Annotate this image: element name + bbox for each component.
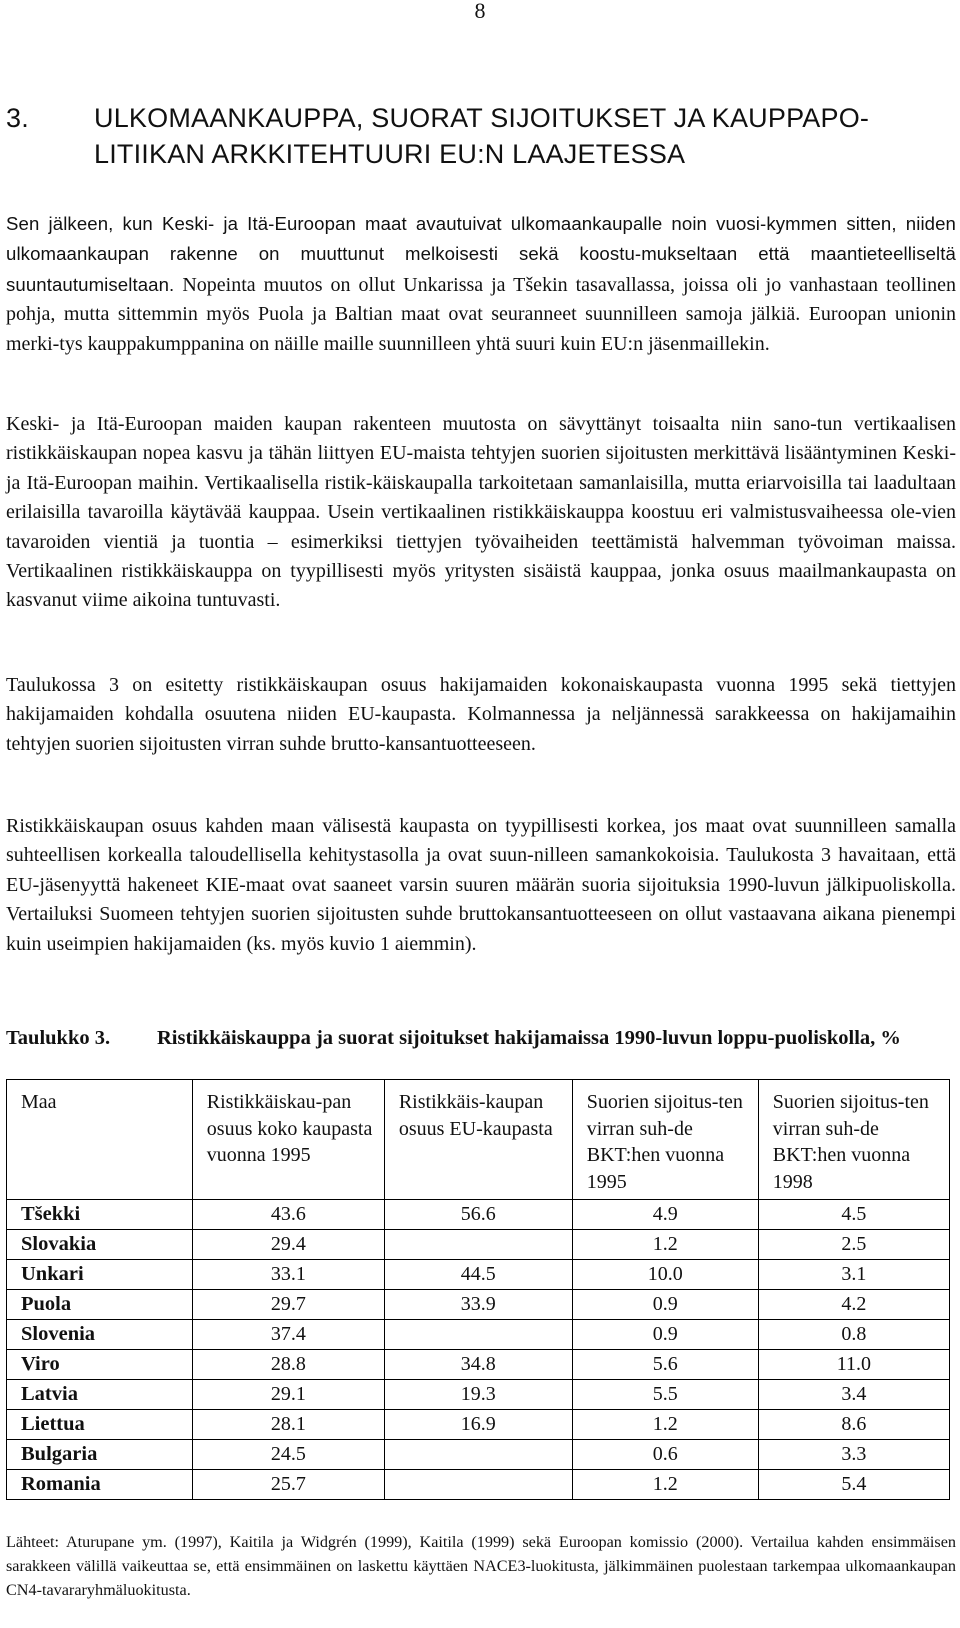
table-row <box>7 1230 950 1260</box>
header-eu-share: Ristikkäis-kaupan osuus EU-kaupasta <box>384 1080 572 1200</box>
paragraph-1-part-1: Sen jälkeen, kun Keski- ja Itä-Euroopan maat avautuivat ulkomaankaupalle noin vuosi-kymmen sitten, niiden ulkomaankaupan rakenne on muuttunut melkoisesti sekä koostu-mukseltaan että maantieteelliseltä suuntautumiseltaan. <box>6 213 956 295</box>
total-share-cell: 29.4 <box>192 1230 384 1260</box>
eu-share-cell <box>384 1470 572 1500</box>
country-cell: Tšekki <box>7 1200 193 1230</box>
header-maa: Maa <box>7 1080 193 1200</box>
fdi-1998-cell: 11.0 <box>758 1350 949 1380</box>
table-caption-text: Ristikkäiskauppa ja suorat sijoitukset hakijamaissa 1990-luvun loppu-puoliskolla, % <box>157 1027 901 1049</box>
total-share-cell: 29.7 <box>192 1290 384 1320</box>
country-cell: Slovakia <box>7 1230 193 1260</box>
eu-share-cell <box>384 1320 572 1350</box>
table-header-row <box>7 1080 950 1200</box>
fdi-1995-cell: 4.9 <box>572 1200 758 1230</box>
eu-share-cell <box>384 1230 572 1260</box>
fdi-1995-cell: 1.2 <box>572 1230 758 1260</box>
table-row <box>7 1380 950 1410</box>
fdi-1998-cell: 3.1 <box>758 1260 949 1290</box>
paragraph-1-part-2: Nopeinta muutos on ollut Unkarissa ja Tšekin tasavallassa, joissa oli jo vanhastaan teollinen pohja, mutta sittemmin myös Puola ja Baltian maat ovat seuranneet suunnilleen samoja jälkiä. Euroopan unionin merki-tys kauppakumppanina on näille maille suunnilleen yhtä suuri kuin EU:n jäsenmaillekin. <box>6 273 957 355</box>
fdi-1995-cell: 5.5 <box>572 1380 758 1410</box>
eu-share-cell: 34.8 <box>384 1350 572 1380</box>
eu-share-cell: 19.3 <box>384 1380 572 1410</box>
header-fdi-1998: Suorien sijoitus-ten virran suh-de BKT:hen vuonna 1998 <box>758 1080 949 1200</box>
table-row <box>7 1290 950 1320</box>
country-cell: Liettua <box>7 1410 193 1440</box>
header-fdi-1995: Suorien sijoitus-ten virran suh-de BKT:hen vuonna 1995 <box>572 1080 758 1200</box>
table-row <box>7 1320 950 1350</box>
fdi-1995-cell: 10.0 <box>572 1260 758 1290</box>
fdi-1998-cell: 4.5 <box>758 1200 949 1230</box>
table-row <box>7 1350 950 1380</box>
section-heading <box>6 100 946 172</box>
country-cell: Viro <box>7 1350 193 1380</box>
fdi-1995-cell: 0.9 <box>572 1320 758 1350</box>
total-share-cell: 43.6 <box>192 1200 384 1230</box>
eu-share-cell: 33.9 <box>384 1290 572 1320</box>
total-share-cell: 28.1 <box>192 1410 384 1440</box>
eu-share-cell <box>384 1440 572 1470</box>
fdi-1998-cell: 3.4 <box>758 1380 949 1410</box>
country-cell: Latvia <box>7 1380 193 1410</box>
table-row <box>7 1470 950 1500</box>
eu-share-cell: 56.6 <box>384 1200 572 1230</box>
fdi-1998-cell: 8.6 <box>758 1410 949 1440</box>
total-share-cell: 29.1 <box>192 1380 384 1410</box>
total-share-cell: 33.1 <box>192 1260 384 1290</box>
fdi-1995-cell: 0.9 <box>572 1290 758 1320</box>
eu-share-cell: 16.9 <box>384 1410 572 1440</box>
table-row <box>7 1440 950 1470</box>
fdi-1998-cell: 4.2 <box>758 1290 949 1320</box>
fdi-1995-cell: 0.6 <box>572 1440 758 1470</box>
paragraph-1 <box>6 209 956 359</box>
table-row <box>7 1410 950 1440</box>
fdi-1995-cell: 5.6 <box>572 1350 758 1380</box>
paragraph-2: Keski- ja Itä-Euroopan maiden kaupan rakenteen muutosta on sävyttänyt toisaalta niin sano-tun vertikaalisen ristikkäiskaupan nopea kasvu ja tähän liittyen EU-maista tehtyjen suorien sijoitusten merkittävä lisääntyminen Keski- ja Itä-Euroopan maihin. Vertikaalisella ristik-käiskaupalla tarkoitetaan samanlaisilla, mutta eriarvoisilla tai laadultaan erilaisilla tavaroilla käytävää kauppaa. Usein vertikaalinen ristikkäiskauppa koostuu eri valmistusvaiheessa ole-vien tavaroiden vientiä ja tuontia – esimerkiksi tiettyjen työvaiheiden teettämistä halvemman työvoiman maissa. Vertikaalinen ristikkäiskauppa on tyypillisesti myös yritysten sisäistä kauppaa, jonka osuus maailmankaupasta on kasvanut viime aikoina tuntuvasti. <box>6 413 956 612</box>
table-body <box>7 1200 950 1500</box>
header-total-share: Ristikkäiskau-pan osuus koko kaupasta vuonna 1995 <box>192 1080 384 1200</box>
total-share-cell: 24.5 <box>192 1440 384 1470</box>
fdi-1998-cell: 3.3 <box>758 1440 949 1470</box>
country-cell: Romania <box>7 1470 193 1500</box>
paragraph-3: Taulukossa 3 on esitetty ristikkäiskaupan osuus hakijamaiden kokonaiskaupasta vuonna 1995 sekä tiettyjen hakijamaiden kohdalla osuutena niiden EU-kaupasta. Kolmannessa ja neljännessä sarakkeessa on hakijamaihin tehtyjen suorien sijoitusten virran suhde brutto-kansantuotteeseen. <box>6 674 956 755</box>
country-cell: Puola <box>7 1290 193 1320</box>
table-row <box>7 1260 950 1290</box>
fdi-1998-cell: 2.5 <box>758 1230 949 1260</box>
section-title: ULKOMAANKAUPPA, SUORAT SIJOITUKSET JA KAUPPAPO-LITIIKAN ARKKITEHTUURI EU:N LAAJETESSA <box>94 103 870 169</box>
country-cell: Slovenia <box>7 1320 193 1350</box>
country-cell: Bulgaria <box>7 1440 193 1470</box>
section-number: 3. <box>6 103 29 133</box>
fdi-1998-cell: 0.8 <box>758 1320 949 1350</box>
page-number: 8 <box>474 0 486 23</box>
table-caption-label: Taulukko 3. <box>6 1027 111 1049</box>
total-share-cell: 37.4 <box>192 1320 384 1350</box>
eu-share-cell: 44.5 <box>384 1260 572 1290</box>
total-share-cell: 25.7 <box>192 1470 384 1500</box>
fdi-1995-cell: 1.2 <box>572 1410 758 1440</box>
country-cell: Unkari <box>7 1260 193 1290</box>
table-row <box>7 1200 950 1230</box>
table-footnote: Lähteet: Aturupane ym. (1997), Kaitila ja Widgrén (1999), Kaitila (1999) sekä Euroopan komissio (2000). Vertailua kahden ensimmäisen sarakkeen välillä vaikeuttaa se, että ensimmäinen on laskettu käyttäen NACE3-luokitusta, jälkimmäinen puolestaan tarkempaa ulkomaankaupan CN4-tavararyhmäluokitusta. <box>6 1533 956 1599</box>
paragraph-4: Ristikkäiskaupan osuus kahden maan välisestä kaupasta on tyypillisesti korkea, jos maat ovat suunnilleen samalla suhteellisen korkealla taloudellisella kehitystasolla ja ovat suun-nilleen samankokoisia. Taulukosta 3 havaitaan, että EU-jäsenyyttä hakeneet KIE-maat ovat saaneet varsin suuren määrän suoria sijoituksia 1990-luvun jälkipuoliskolla. Vertailuksi Suomeen tehtyjen suorien sijoitusten suhde bruttokansantuotteeseen on ollut vastaavana aikana pienempi kuin useimpien hakijamaiden (ks. myös kuvio 1 aiemmin). <box>6 815 956 955</box>
data-table <box>6 1079 950 1500</box>
table-caption <box>6 1023 956 1053</box>
total-share-cell: 28.8 <box>192 1350 384 1380</box>
fdi-1995-cell: 1.2 <box>572 1470 758 1500</box>
fdi-1998-cell: 5.4 <box>758 1470 949 1500</box>
